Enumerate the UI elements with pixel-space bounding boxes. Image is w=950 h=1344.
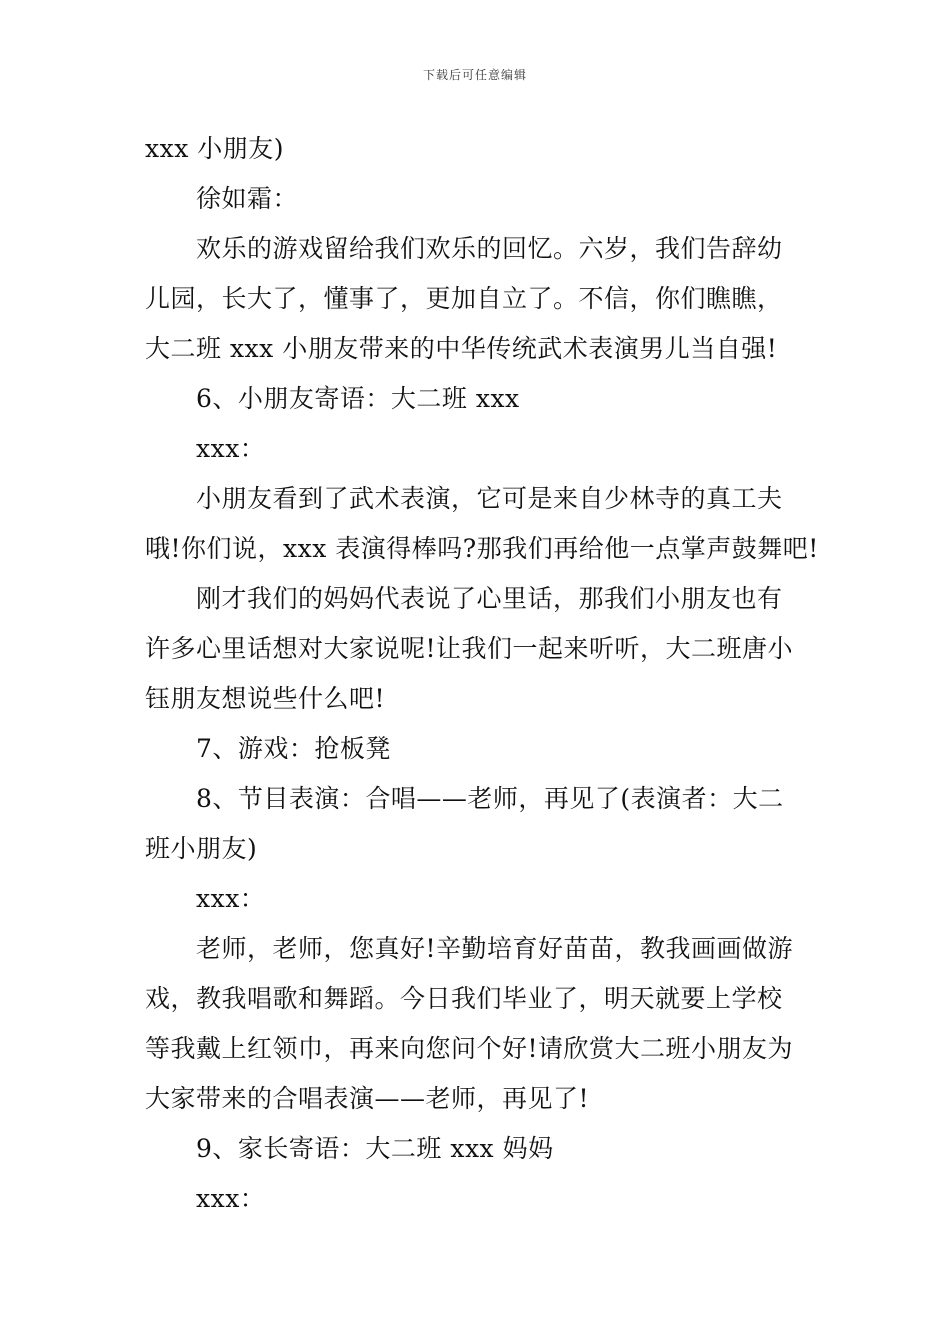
text-line: 哦!你们说，xxx 表演得棒吗?那我们再给他一点掌声鼓舞吧!	[145, 534, 819, 563]
text-line: 小朋友看到了武术表演，它可是来自少林寺的真工夫	[196, 484, 783, 513]
text-line: 老师，老师，您真好!辛勤培育好苗苗，教我画画做游	[196, 934, 794, 963]
page-header: 下载后可任意编辑	[422, 68, 527, 82]
text-line: 6、小朋友寄语：大二班 xxx	[196, 384, 520, 413]
text-line: xxx：	[196, 434, 266, 463]
text-line: 徐如霜：	[196, 184, 299, 213]
text-line: 大家带来的合唱表演——老师，再见了!	[145, 1084, 590, 1113]
text-line: 8、节目表演：合唱——老师，再见了(表演者：大二	[196, 784, 784, 813]
text-line: 许多心里话想对大家说呢!让我们一起来听听，大二班唐小	[145, 634, 794, 663]
text-line: 儿园，长大了，懂事了，更加自立了。不信，你们瞧瞧，	[145, 284, 783, 313]
text-line: 班小朋友)	[145, 834, 258, 863]
text-line: 钰朋友想说些什么吧!	[145, 684, 386, 713]
text-line: 等我戴上红领巾，再来向您问个好!请欣赏大二班小朋友为	[145, 1034, 794, 1063]
text-line: 9、家长寄语：大二班 xxx 妈妈	[196, 1134, 554, 1163]
text-line: 7、游戏：抢板凳	[196, 734, 391, 763]
text-line: 刚才我们的妈妈代表说了心里话，那我们小朋友也有	[196, 584, 783, 613]
text-line: 欢乐的游戏留给我们欢乐的回忆。六岁，我们告辞幼	[196, 234, 783, 263]
text-line: xxx：	[196, 1184, 266, 1213]
text-line: xxx 小朋友)	[145, 134, 284, 163]
text-line: 大二班 xxx 小朋友带来的中华传统武术表演男儿当自强!	[145, 334, 778, 363]
document-body	[145, 124, 819, 1224]
text-line: xxx：	[196, 884, 266, 913]
text-line: 戏，教我唱歌和舞蹈。今日我们毕业了，明天就要上学校	[145, 984, 783, 1013]
